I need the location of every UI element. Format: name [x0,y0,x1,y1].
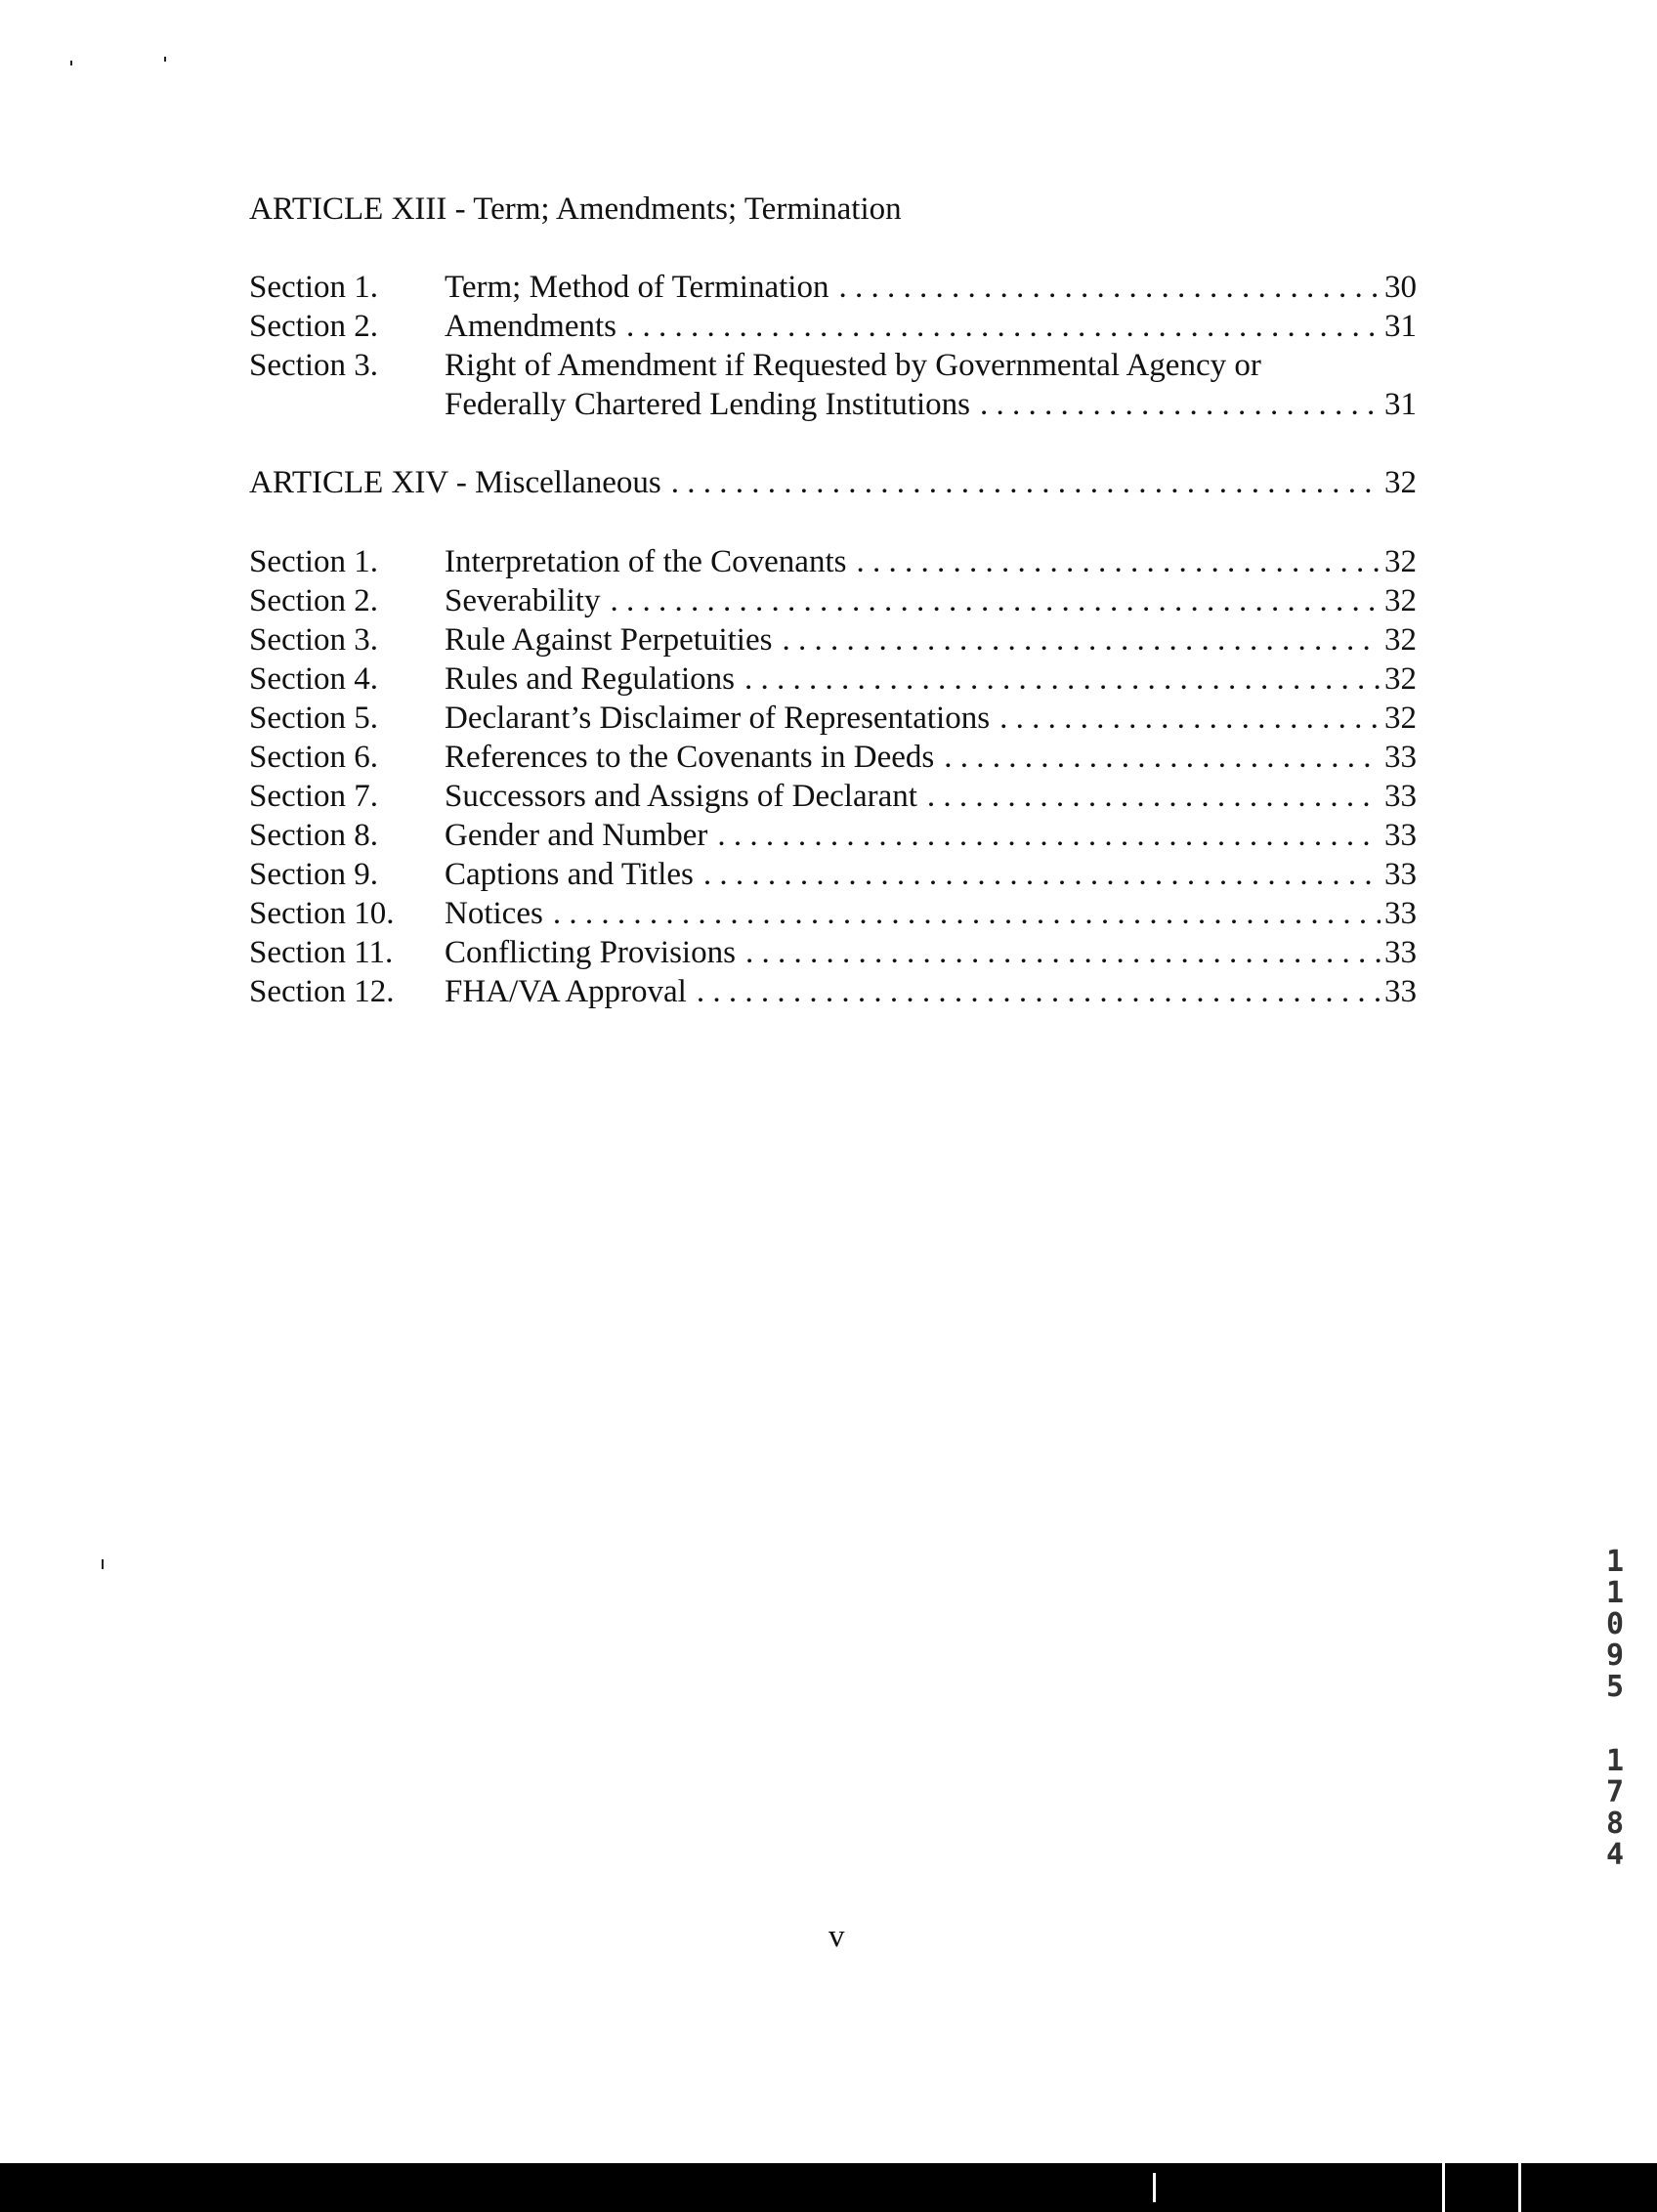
toc-entry [249,542,1417,581]
section-entry [445,307,1417,346]
section-number: Section 1. [249,270,378,305]
section-title: Severability [445,583,601,618]
section-title: Gender and Number [445,818,708,853]
section-page-number: 31 [1384,387,1417,422]
section-page-number: 32 [1384,544,1417,579]
section-entry [445,268,1417,307]
dot-leader [838,268,1381,307]
article-xiv-heading: ARTICLE XIV - Miscellaneous [249,465,661,500]
scan-border [0,2163,1657,2212]
toc-entry [249,659,1417,699]
section-number: Section 10. [249,896,395,931]
toc-entry [249,855,1417,894]
dot-leader [626,307,1381,346]
section-entry [445,738,1417,777]
dot-leader [671,463,1381,502]
dot-leader [782,620,1381,659]
dot-leader [610,581,1381,620]
stamp-digit: 7 [1605,1775,1625,1809]
section-number: Section 11. [249,935,394,970]
section-page-number: 33 [1384,818,1417,853]
section-title: FHA/VA Approval [445,974,687,1009]
section-number: Section 4. [249,661,378,697]
section-entry [445,933,1417,972]
section-page-number: 32 [1384,701,1417,736]
toc-entry [249,620,1417,659]
section-page-number: 33 [1384,935,1417,970]
section-entry [445,855,1417,894]
section-number: Section 5. [249,701,378,736]
section-page-number: 31 [1384,309,1417,344]
section-entry [445,972,1417,1011]
toc-entry [249,816,1417,855]
stamp-digit: 5 [1605,1670,1625,1704]
section-number: Section 2. [249,583,378,618]
dot-leader [927,777,1381,816]
toc-entry-continuation [249,385,1417,424]
section-number: Section 7. [249,779,378,814]
section-title: Amendments [445,309,616,344]
dot-leader [703,855,1381,894]
dot-leader [697,972,1381,1011]
section-entry [445,699,1417,738]
toc-entry [249,933,1417,972]
section-page-number: 32 [1384,661,1417,697]
stamp-digit: 0 [1605,1607,1625,1641]
section-title: Captions and Titles [445,857,694,892]
section-title: Declarant’s Disclaimer of Representations [445,701,991,736]
section-page-number: 33 [1384,740,1417,775]
toc-article-entry [249,463,1417,502]
toc-entry [249,699,1417,738]
section-entry [445,777,1417,816]
dot-leader [856,542,1381,581]
toc-entry [249,738,1417,777]
section-number: Section 9. [249,857,378,892]
article-page-number: 32 [1384,465,1417,500]
section-page-number: 33 [1384,974,1417,1009]
article-entry [249,463,1417,502]
section-title: Term; Method of Termination [445,270,829,305]
dot-leader [717,816,1381,855]
section-number: Section 6. [249,740,378,775]
stamp-digit: 1 [1605,1744,1625,1778]
footer-page-number: v [828,1919,845,1954]
dot-leader [980,385,1381,424]
section-title: Successors and Assigns of Declarant [445,779,917,814]
section-title: References to the Covenants in Deeds [445,740,935,775]
stamp-digit: 4 [1605,1838,1625,1872]
section-number: Section 1. [249,544,378,579]
stamp-digit: 9 [1605,1638,1625,1673]
section-page-number: 30 [1384,270,1417,305]
scan-speck [164,57,166,62]
scan-border-gap [1518,2163,1521,2212]
section-title: Rules and Regulations [445,661,735,697]
stamp-digit: 1 [1605,1576,1625,1610]
section-number: Section 8. [249,818,378,853]
section-entry [445,581,1417,620]
dot-leader [744,659,1381,699]
toc-entry [249,972,1417,1011]
section-entry [445,659,1417,699]
stamp-digit: 1 [1605,1545,1625,1579]
section-title: Interpretation of the Covenants [445,544,847,579]
article-xiv-heading-row [249,463,1417,502]
toc-entry [249,346,1417,385]
scan-border-gap [1442,2163,1445,2212]
section-entry [445,346,1417,385]
toc-entry [249,581,1417,620]
section-page-number: 32 [1384,583,1417,618]
stamp-digit: 8 [1605,1807,1625,1841]
section-entry [445,542,1417,581]
article-xiv-toc [249,542,1417,1011]
article-xiii-toc [249,268,1417,424]
section-title-continued: Federally Chartered Lending Institutions [445,387,970,422]
article-xiii-heading: ARTICLE XIII - Term; Amendments; Termination [249,191,902,227]
dot-leader [944,738,1381,777]
toc-entry [249,268,1417,307]
section-page-number: 33 [1384,896,1417,931]
toc-entry [249,307,1417,346]
section-number: Section 3. [249,622,378,658]
section-title: Notices [445,896,543,931]
section-entry [445,894,1417,933]
toc-entry [249,777,1417,816]
section-title: Conflicting Provisions [445,935,736,970]
section-page-number: 32 [1384,622,1417,658]
toc-entry [249,894,1417,933]
section-page-number: 33 [1384,857,1417,892]
scan-border-gap [1153,2173,1156,2202]
dot-leader [553,894,1381,933]
section-entry [445,620,1417,659]
section-number: Section 3. [249,348,378,383]
section-title: Right of Amendment if Requested by Governmental Agency or [445,348,1261,383]
dot-leader [999,699,1381,738]
scan-speck [102,1559,104,1569]
section-entry [445,816,1417,855]
section-page-number: 33 [1384,779,1417,814]
dot-leader [745,933,1381,972]
scan-speck [70,61,72,65]
section-title: Rule Against Perpetuities [445,622,773,658]
section-number: Section 12. [249,974,395,1009]
section-entry [445,385,1417,424]
section-number: Section 2. [249,309,378,344]
